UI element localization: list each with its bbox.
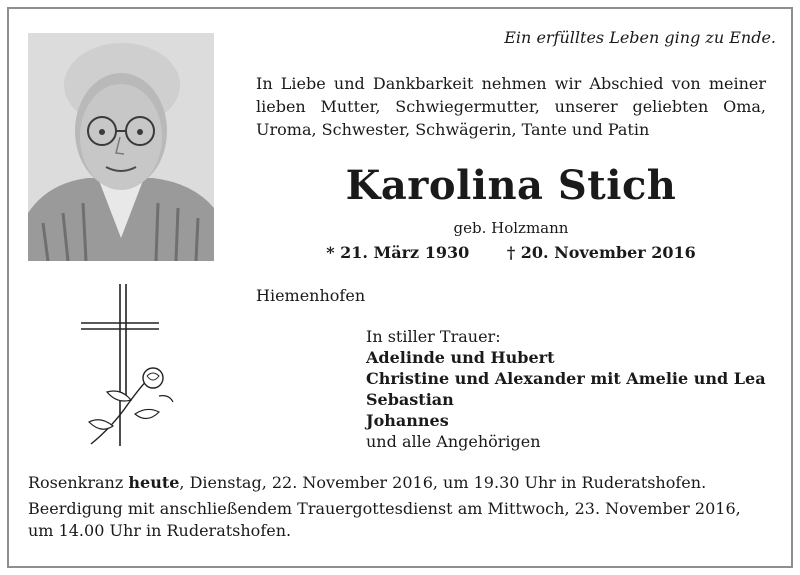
life-dates — [256, 243, 766, 262]
mourner-name: Christine und Alexander mit Amelie und Lea — [366, 369, 766, 388]
rosary-day: heute — [128, 473, 180, 492]
motto: Ein erfülltes Leben ging zu Ende. — [504, 28, 776, 47]
rosary-details: , Dienstag, 22. November 2016, um 19.30 Uhr in Ruderatshofen. — [179, 473, 707, 492]
deceased-name: Karolina Stich — [345, 162, 677, 209]
intro-text: In Liebe und Dankbarkeit nehmen wir Abschied von meiner lieben Mutter, Schwiegermutter, unserer geliebten Oma, Uroma, Schwester, Schwägerin, Tante und Patin — [256, 74, 766, 139]
portrait-image — [28, 33, 214, 261]
maiden-name: geb. Holzmann — [453, 219, 569, 237]
funeral-note: Beerdigung mit anschließendem Trauergottesdienst am Mittwoch, 23. November 2016, um 14.00 Uhr in Ruderatshofen. — [28, 499, 741, 540]
service-notes — [28, 472, 768, 542]
rosary-note — [28, 472, 768, 494]
mourning-closing: und alle Angehörigen — [366, 432, 541, 451]
birth-date: * 21. März 1930 — [326, 243, 470, 262]
mourning-intro: In stiller Trauer: — [366, 327, 501, 346]
mourner-name: Sebastian — [366, 390, 454, 409]
portrait-photo — [28, 33, 214, 261]
mourner-name: Johannes — [366, 411, 449, 430]
cross-with-rose-icon — [73, 276, 183, 446]
death-date: † 20. November 2016 — [506, 243, 696, 262]
rosary-prefix: Rosenkranz — [28, 473, 129, 492]
hometown: Hiemenhofen — [256, 286, 366, 305]
mourner-name: Adelinde und Hubert — [366, 348, 555, 367]
mourners-block — [366, 326, 766, 452]
